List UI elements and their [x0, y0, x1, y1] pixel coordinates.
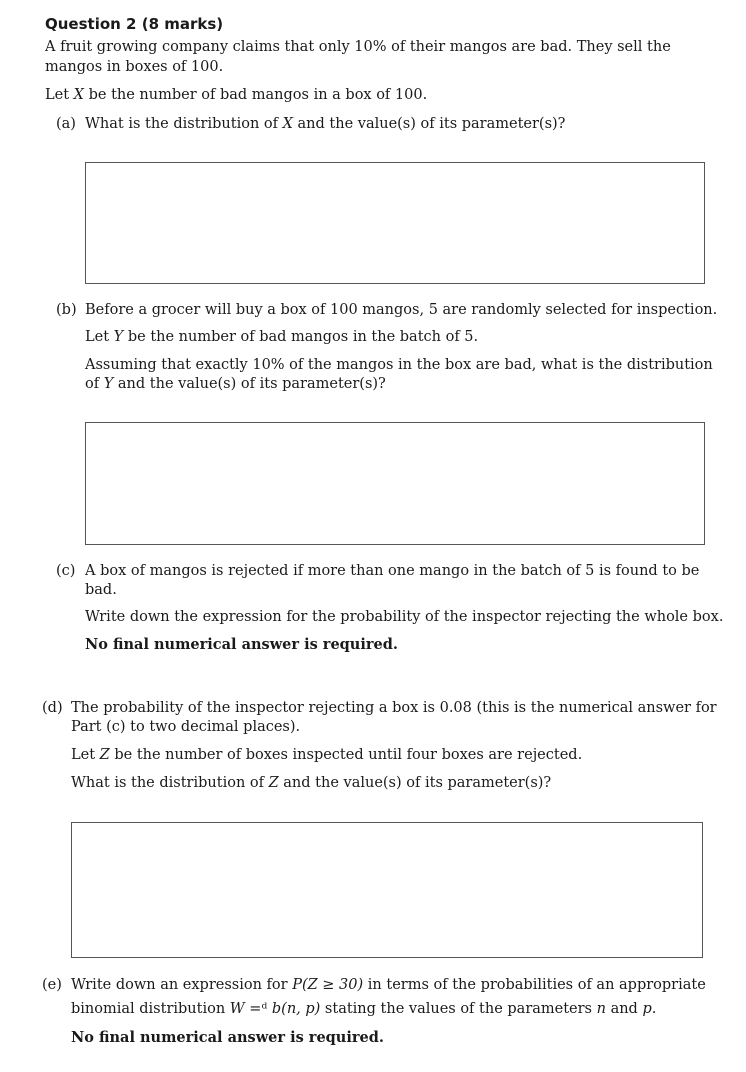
part-c-line-1: A box of mangos is rejected if more than one mango in the batch of 5 is found to be	[85, 563, 700, 579]
part-a-label: (a)	[56, 116, 76, 132]
part-e-line-2: binomial distribution W =ᵈ b(n, p) stating the values of the parameters n and p.	[71, 1001, 657, 1017]
part-d-label: (d)	[42, 700, 63, 716]
intro-line-2: mangos in boxes of 100.	[45, 59, 224, 75]
part-e-line-1: Write down an expression for P(Z ≥ 30) in terms of the probabilities of an appropriate	[71, 977, 706, 993]
part-c-line-2: bad.	[85, 582, 117, 598]
part-c-line-3: Write down the expression for the probability of the inspector rejecting the whole box.	[85, 609, 724, 625]
part-a-question: What is the distribution of X and the value(s) of its parameter(s)?	[85, 116, 566, 132]
part-c-label: (c)	[56, 563, 76, 579]
part-b-label: (b)	[56, 302, 77, 318]
part-d-line-2: Part (c) to two decimal places).	[71, 719, 301, 735]
part-b-let-y: Let Y be the number of bad mangos in the batch of 5.	[85, 329, 479, 345]
intro-line-1: A fruit growing company claims that only 10% of their mangos are bad. They sell the	[45, 39, 671, 55]
part-c-note: No final numerical answer is required.	[85, 636, 398, 653]
part-d-let-z: Let Z be the number of boxes inspected until four boxes are rejected.	[71, 747, 583, 763]
part-e-label: (e)	[42, 977, 62, 993]
answer-box-b[interactable]	[85, 422, 705, 545]
part-d-line-4: What is the distribution of Z and the value(s) of its parameter(s)?	[71, 775, 552, 791]
part-b-line-3: Assuming that exactly 10% of the mangos in the box are bad, what is the distribution	[85, 357, 713, 373]
intro-let-x: Let X be the number of bad mangos in a box of 100.	[45, 87, 428, 103]
answer-box-a[interactable]	[85, 162, 705, 284]
part-d-line-1: The probability of the inspector rejecting a box is 0.08 (this is the numerical answer for	[71, 700, 717, 716]
part-e-note: No final numerical answer is required.	[71, 1029, 384, 1046]
question-heading: Question 2 (8 marks)	[45, 15, 224, 33]
answer-box-d[interactable]	[71, 822, 703, 958]
part-b-line-4: of Y and the value(s) of its parameter(s)?	[85, 376, 386, 392]
part-b-line-1: Before a grocer will buy a box of 100 mangos, 5 are randomly selected for inspection.	[85, 302, 718, 318]
